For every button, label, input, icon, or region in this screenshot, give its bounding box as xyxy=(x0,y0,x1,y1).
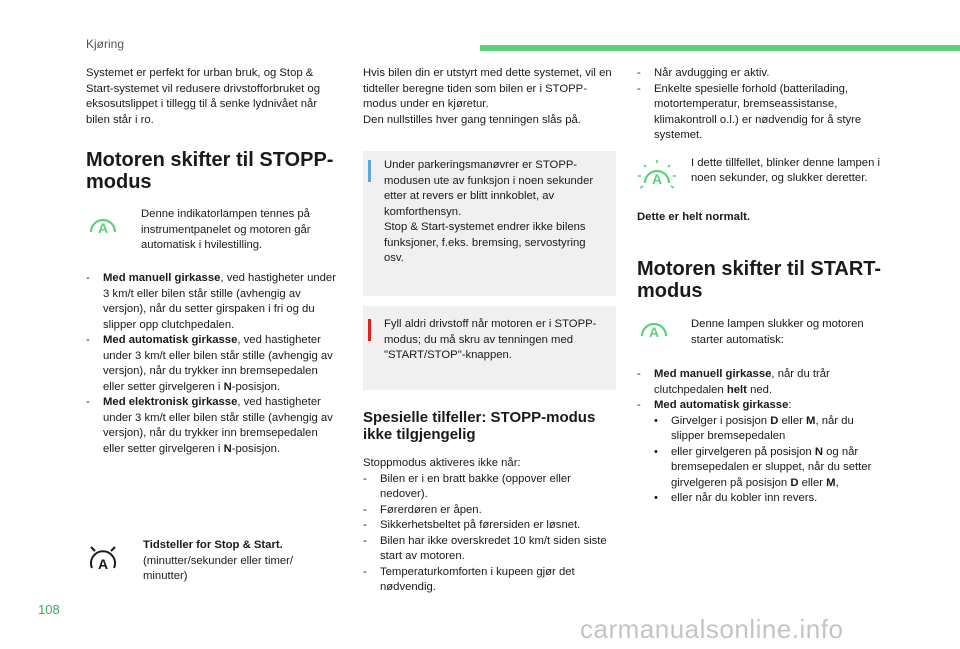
list-item: - Sikkerhetsbeltet på førersiden er løsnet. xyxy=(363,518,616,534)
info-text: Under parkeringsmanøvrer er STOPP-modusen ute av funksjon i noen sekunder etter at revers er blitt innkoblet, av komforthensyn. xyxy=(384,159,594,218)
svg-text:A: A xyxy=(651,170,663,187)
list-intro: Stoppmodus aktiveres ikke når: xyxy=(363,457,521,469)
list-item: - Bilen har ikke overskredet 10 km/t siden siste start av motoren. xyxy=(363,534,616,565)
svg-text:A: A xyxy=(648,324,660,340)
stop-mode-heading: Motoren skifter til STOPP-modus xyxy=(86,149,334,193)
start-indicator-description: Denne lampen slukker og motoren starter automatisk: xyxy=(691,318,864,346)
column-3 xyxy=(637,66,887,507)
normal-note: Dette er helt normalt. xyxy=(637,210,750,223)
intro-paragraph: Systemet er perfekt for urban bruk, og Stop & Start-systemet vil redusere drivstofforbruket og eksosutslippet i tillegg til å senke lydnivået når bilen står i ro. xyxy=(86,67,320,126)
svg-text:A: A xyxy=(97,556,109,572)
counter-paragraph: Hvis bilen din er utstyrt med dette systemet, vil en tidteller beregne tiden som bilen er i STOPP-modus under en kjøretur. xyxy=(363,67,612,110)
indicator-row xyxy=(86,207,340,257)
list-item: - Med automatisk girkasse, ved hastigheter under 3 km/t eller bilen står stille (avhengig av versjon), når du trykker inn bremsepedalen eller setter girvelgeren i N-posisjon. xyxy=(86,333,340,395)
column-2 xyxy=(363,66,616,128)
list-item: - Når avdugging er aktiv. xyxy=(637,66,887,82)
blinking-indicator-icon xyxy=(637,158,677,194)
column-1 xyxy=(86,66,340,457)
info-box xyxy=(363,151,616,296)
list-item: - Temperaturkomforten i kupeen gjør det nødvendig. xyxy=(363,565,616,596)
start-indicator-row xyxy=(637,317,887,357)
list-item: - Med automatisk girkasse: xyxy=(637,398,887,414)
stop-conditions-list xyxy=(86,271,340,457)
counter-title: Tidsteller for Stop & Start. xyxy=(143,539,283,551)
sub-list-item: • eller girvelgeren på posisjon N og når bremsepedalen er sluppet, når du setter girvelgeren på posisjon D eller M, xyxy=(654,445,887,492)
blink-description: I dette tillfellet, blinker denne lampen i noen sekunder, og slukker deretter. xyxy=(691,156,881,184)
list-item: - Bilen er i en bratt bakke (oppover eller nedover). xyxy=(363,472,616,503)
warning-box xyxy=(363,306,616,390)
reset-paragraph: Den nullstilles hver gang tenningen slås på. xyxy=(363,113,581,126)
sub-list-item: • Girvelger i posisjon D eller M, når du slipper bremsepedalen xyxy=(654,414,887,445)
special-cases-heading: Spesielle tilfeller: STOPP-modus ikke tilgjengelig xyxy=(363,409,596,443)
list-item: - Med elektronisk girkasse, ved hastigheter under 3 km/t eller bilen står stille (avhengig av versjon), når du trykker inn bremsepedalen eller setter girvelgeren i N-posisjon. xyxy=(86,395,340,457)
stop-start-indicator-icon xyxy=(86,213,120,239)
timer-icon xyxy=(86,544,120,578)
sub-list-item: • eller når du kobler inn revers. xyxy=(654,491,887,507)
counter-block xyxy=(86,538,340,585)
warning-text: Fyll aldri drivstoff når motoren er i STOPP-modus; du må skru av tenningen med "START/STOP"-knappen. xyxy=(384,318,597,361)
list-item: - Med manuell girkasse, ved hastigheter under 3 km/t eller bilen står stille (avhengig av versjon), når du setter girspaken i fri og du slipper opp clutchpedalen. xyxy=(86,271,340,333)
start-conditions-list xyxy=(637,367,887,507)
blink-row xyxy=(637,156,887,200)
watermark: carmanualsonline.info xyxy=(580,614,844,644)
list-item: - Førerdøren er åpen. xyxy=(363,503,616,519)
section-bar xyxy=(480,45,960,51)
page-number: 108 xyxy=(38,602,60,617)
info-icon xyxy=(368,160,371,182)
svg-text:A: A xyxy=(97,220,109,236)
section-title: Kjøring xyxy=(86,37,125,51)
warning-icon xyxy=(368,319,371,341)
counter-description: (minutter/sekunder eller timer/ minutter) xyxy=(143,554,294,582)
special-cases xyxy=(363,409,616,596)
list-item: - Enkelte spesielle forhold (batterilading, motortemperatur, bremseassistanse, klimakontroll o.l.) er nødvendig for å styre systemet. xyxy=(637,82,887,144)
list-item: - Med manuell girkasse, når du trår clutchpedalen helt ned. xyxy=(637,367,887,398)
start-indicator-icon xyxy=(637,317,671,343)
start-mode-heading: Motoren skifter til START-modus xyxy=(637,258,882,302)
info-text-2: Stop & Start-systemet endrer ikke bilens funksjoner, f.eks. bremsing, servostyring osv. xyxy=(384,221,586,264)
indicator-description: Denne indikatorlampen tennes på instrumentpanelet og motoren går automatisk i hvilestilling. xyxy=(141,208,311,251)
